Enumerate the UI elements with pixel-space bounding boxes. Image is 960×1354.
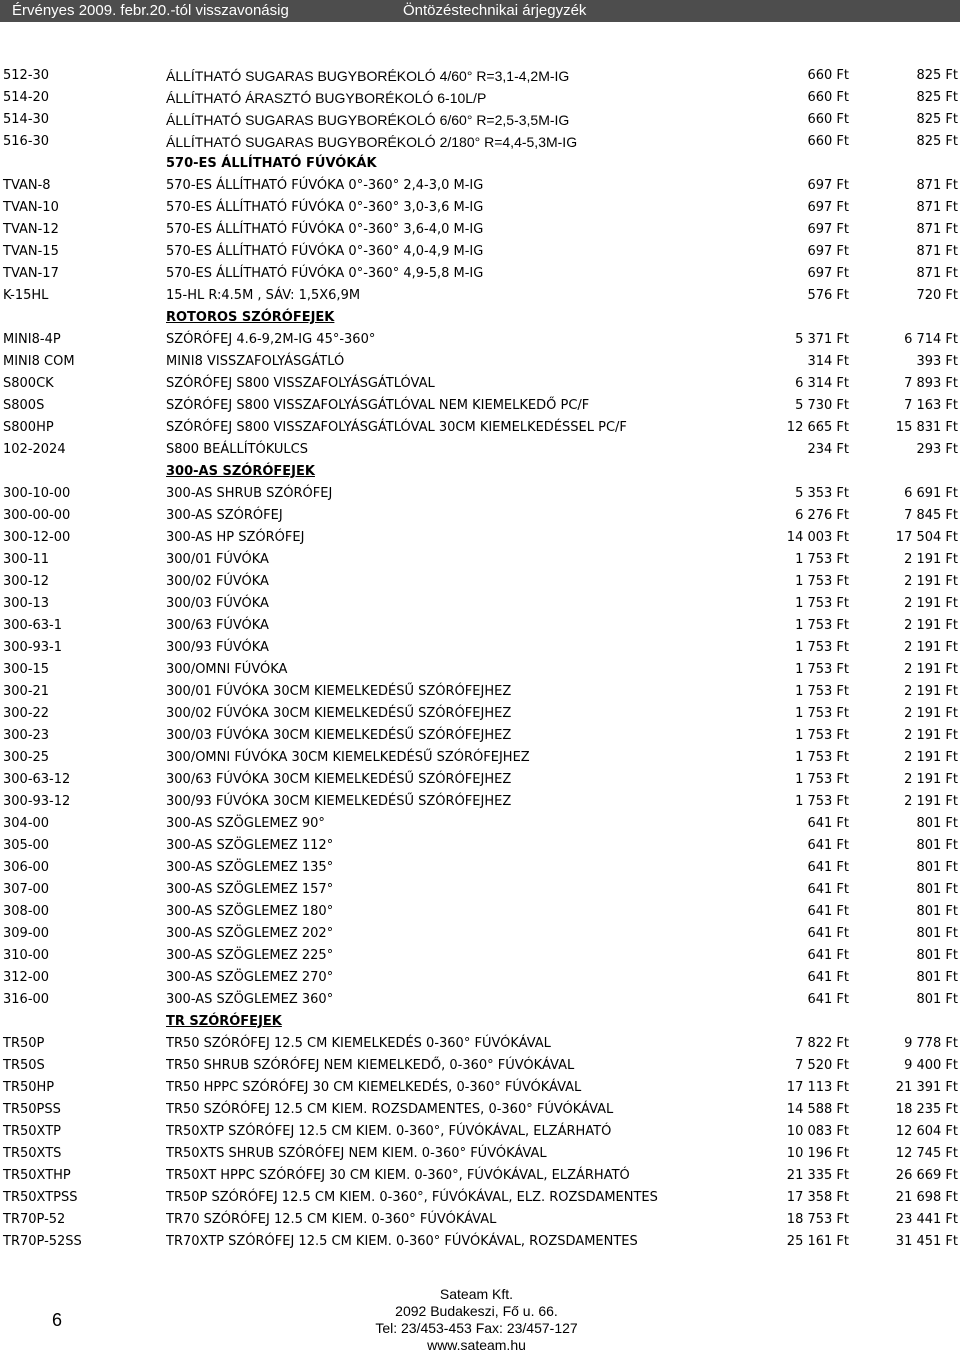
net-price: 5 730 Ft xyxy=(795,398,849,413)
page-header xyxy=(0,0,960,22)
product-description: MINI8 VISSZAFOLYÁSGÁTLÓ xyxy=(166,354,345,369)
product-description: 300/63 FÚVÓKA xyxy=(166,618,269,633)
product-description: SZÓRÓFEJ S800 VISSZAFOLYÁSGÁTLÓVAL NEM KIEMELKEDŐ PC/F xyxy=(166,398,590,413)
product-code: 514-30 xyxy=(3,112,50,127)
product-description: ÁLLÍTHATÓ ÁRASZTÓ BUGYBORÉKOLÓ 6-10L/P xyxy=(166,90,487,106)
price-row xyxy=(0,1209,960,1231)
product-description: 570-ES ÁLLÍTHATÓ FÚVÓKA 0°-360° 4,0-4,9 M-IG xyxy=(166,244,484,259)
price-row xyxy=(0,989,960,1011)
price-row xyxy=(0,439,960,461)
product-description: 300-AS SZÖGLEMEZ 90° xyxy=(166,816,325,831)
product-code: TR70P-52 xyxy=(3,1212,66,1227)
net-price: 12 665 Ft xyxy=(786,420,849,435)
product-code: MINI8-4P xyxy=(3,332,61,347)
net-price: 1 753 Ft xyxy=(795,618,849,633)
price-row xyxy=(0,945,960,967)
net-price: 1 753 Ft xyxy=(795,706,849,721)
product-code: 300-12 xyxy=(3,574,50,589)
product-description: TR50XTS SHRUB SZÓRÓFEJ NEM KIEM. 0-360° FÚVÓKÁVAL xyxy=(166,1146,547,1161)
net-price: 314 Ft xyxy=(807,354,849,369)
net-price: 641 Ft xyxy=(807,816,849,831)
price-row xyxy=(0,395,960,417)
price-row xyxy=(0,747,960,769)
gross-price: 801 Ft xyxy=(916,926,958,941)
product-code: 300-23 xyxy=(3,728,50,743)
net-price: 660 Ft xyxy=(807,134,849,149)
gross-price: 31 451 Ft xyxy=(895,1234,958,1249)
product-code: 300-93-12 xyxy=(3,794,71,809)
price-row xyxy=(0,175,960,197)
gross-price: 7 845 Ft xyxy=(904,508,958,523)
product-description: 300-AS SZÖGLEMEZ 180° xyxy=(166,904,334,919)
gross-price: 801 Ft xyxy=(916,816,958,831)
product-code: 102-2024 xyxy=(3,442,66,457)
gross-price: 7 893 Ft xyxy=(904,376,958,391)
net-price: 641 Ft xyxy=(807,926,849,941)
gross-price: 801 Ft xyxy=(916,904,958,919)
price-row xyxy=(0,637,960,659)
price-row xyxy=(0,1231,960,1253)
product-description: SZÓRÓFEJ S800 VISSZAFOLYÁSGÁTLÓVAL xyxy=(166,376,435,391)
product-description: 300/03 FÚVÓKA xyxy=(166,596,269,611)
section-spacer xyxy=(0,1011,166,1033)
gross-price: 15 831 Ft xyxy=(895,420,958,435)
gross-price: 801 Ft xyxy=(916,992,958,1007)
document-title: Öntözéstechnikai árjegyzék xyxy=(403,2,587,19)
product-description: TR50P SZÓRÓFEJ 12.5 CM KIEM. 0-360°, FÚVÓKÁVAL, ELZ. ROZSDAMENTES xyxy=(166,1190,658,1205)
gross-price: 9 400 Ft xyxy=(904,1058,958,1073)
gross-price: 393 Ft xyxy=(916,354,958,369)
net-price: 10 196 Ft xyxy=(786,1146,849,1161)
gross-price: 801 Ft xyxy=(916,948,958,963)
product-description: 300-AS SZÖGLEMEZ 157° xyxy=(166,882,334,897)
price-row xyxy=(0,1099,960,1121)
product-code: TVAN-17 xyxy=(3,266,59,281)
net-price: 25 161 Ft xyxy=(786,1234,849,1249)
gross-price: 801 Ft xyxy=(916,838,958,853)
product-description: 300/01 FÚVÓKA xyxy=(166,552,269,567)
price-row xyxy=(0,769,960,791)
product-description: 300-AS SZÖGLEMEZ 270° xyxy=(166,970,334,985)
product-code: TR50S xyxy=(3,1058,45,1073)
net-price: 17 113 Ft xyxy=(786,1080,849,1095)
product-code: 300-11 xyxy=(3,552,50,567)
price-row xyxy=(0,505,960,527)
net-price: 5 353 Ft xyxy=(795,486,849,501)
product-code: TR50P xyxy=(3,1036,45,1051)
gross-price: 2 191 Ft xyxy=(904,640,958,655)
price-row xyxy=(0,329,960,351)
gross-price: 7 163 Ft xyxy=(904,398,958,413)
net-price: 234 Ft xyxy=(807,442,849,457)
product-code: TR50XTP xyxy=(3,1124,61,1139)
gross-price: 2 191 Ft xyxy=(904,574,958,589)
net-price: 697 Ft xyxy=(807,178,849,193)
net-price: 660 Ft xyxy=(807,90,849,105)
product-description: SZÓRÓFEJ S800 VISSZAFOLYÁSGÁTLÓVAL 30CM KIEMELKEDÉSSEL PC/F xyxy=(166,420,627,435)
product-code: 316-00 xyxy=(3,992,50,1007)
product-description: 300-AS SZÖGLEMEZ 360° xyxy=(166,992,334,1007)
net-price: 7 520 Ft xyxy=(795,1058,849,1073)
product-code: 300-15 xyxy=(3,662,50,677)
product-description: 570-ES ÁLLÍTHATÓ FÚVÓKA 0°-360° 4,9-5,8 M-IG xyxy=(166,266,484,281)
gross-price: 21 391 Ft xyxy=(895,1080,958,1095)
price-row xyxy=(0,1077,960,1099)
price-row xyxy=(0,197,960,219)
price-row xyxy=(0,527,960,549)
product-description: 300-AS SHRUB SZÓRÓFEJ xyxy=(166,486,333,501)
product-description: TR50 SZÓRÓFEJ 12.5 CM KIEMELKEDÉS 0-360° FÚVÓKÁVAL xyxy=(166,1036,551,1051)
price-row xyxy=(0,857,960,879)
product-code: 300-10-00 xyxy=(3,486,71,501)
net-price: 641 Ft xyxy=(807,970,849,985)
page-number: 6 xyxy=(52,1310,63,1330)
net-price: 641 Ft xyxy=(807,992,849,1007)
net-price: 697 Ft xyxy=(807,266,849,281)
price-row xyxy=(0,241,960,263)
product-description: TR50XTP SZÓRÓFEJ 12.5 CM KIEM. 0-360°, FÚVÓKÁVAL, ELZÁRHATÓ xyxy=(166,1124,612,1139)
product-description: 15-HL R:4.5M , SÁV: 1,5X6,9M xyxy=(166,288,361,303)
price-row xyxy=(0,615,960,637)
product-description: 300/OMNI FÚVÓKA 30CM KIEMELKEDÉSŰ SZÓRÓFEJHEZ xyxy=(166,750,530,765)
product-code: 514-20 xyxy=(3,90,50,105)
product-code: TVAN-8 xyxy=(3,178,51,193)
price-row xyxy=(0,65,960,87)
price-row xyxy=(0,1143,960,1165)
net-price: 1 753 Ft xyxy=(795,574,849,589)
net-price: 7 822 Ft xyxy=(795,1036,849,1051)
product-description: 300-AS SZÓRÓFEJ xyxy=(166,508,283,523)
net-price: 5 371 Ft xyxy=(795,332,849,347)
net-price: 21 335 Ft xyxy=(786,1168,849,1183)
product-code: MINI8 COM xyxy=(3,354,75,369)
product-description: 300-AS HP SZÓRÓFEJ xyxy=(166,530,305,545)
net-price: 1 753 Ft xyxy=(795,662,849,677)
product-code: 300-93-1 xyxy=(3,640,63,655)
gross-price: 825 Ft xyxy=(916,134,958,149)
price-row xyxy=(0,791,960,813)
gross-price: 6 691 Ft xyxy=(904,486,958,501)
price-row xyxy=(0,87,960,109)
product-description: TR50 SZÓRÓFEJ 12.5 CM KIEM. ROZSDAMENTES, 0-360° FÚVÓKÁVAL xyxy=(166,1102,614,1117)
gross-price: 21 698 Ft xyxy=(895,1190,958,1205)
price-row xyxy=(0,813,960,835)
gross-price: 2 191 Ft xyxy=(904,684,958,699)
net-price: 641 Ft xyxy=(807,948,849,963)
product-description: 300/93 FÚVÓKA xyxy=(166,640,269,655)
net-price: 10 083 Ft xyxy=(786,1124,849,1139)
product-code: TR50PSS xyxy=(3,1102,61,1117)
section-heading: ROTOROS SZÓRÓFEJEK xyxy=(166,310,335,325)
product-code: 300-13 xyxy=(3,596,50,611)
gross-price: 871 Ft xyxy=(916,266,958,281)
net-price: 641 Ft xyxy=(807,838,849,853)
price-row xyxy=(0,1033,960,1055)
product-code: S800S xyxy=(3,398,45,413)
product-code: 512-30 xyxy=(3,68,50,83)
net-price: 1 753 Ft xyxy=(795,596,849,611)
gross-price: 17 504 Ft xyxy=(895,530,958,545)
validity-notice: Érvényes 2009. febr.20.-tól visszavonásig xyxy=(12,2,289,19)
price-row xyxy=(0,659,960,681)
gross-price: 2 191 Ft xyxy=(904,772,958,787)
product-description: TR50XT HPPC SZÓRÓFEJ 30 CM KIEM. 0-360°, FÚVÓKÁVAL, ELZÁRHATÓ xyxy=(166,1168,630,1183)
net-price: 1 753 Ft xyxy=(795,640,849,655)
product-description: 300/01 FÚVÓKA 30CM KIEMELKEDÉSŰ SZÓRÓFEJHEZ xyxy=(166,684,512,699)
product-description: 300-AS SZÖGLEMEZ 202° xyxy=(166,926,334,941)
price-row xyxy=(0,901,960,923)
gross-price: 9 778 Ft xyxy=(904,1036,958,1051)
section-spacer xyxy=(0,153,166,175)
product-description: 300/OMNI FÚVÓKA xyxy=(166,662,288,677)
price-row xyxy=(0,1187,960,1209)
gross-price: 18 235 Ft xyxy=(895,1102,958,1117)
product-description: TR50 HPPC SZÓRÓFEJ 30 CM KIEMELKEDÉS, 0-360° FÚVÓKÁVAL xyxy=(166,1080,582,1095)
section-heading: TR SZÓRÓFEJEK xyxy=(166,1014,282,1029)
net-price: 1 753 Ft xyxy=(795,794,849,809)
gross-price: 2 191 Ft xyxy=(904,794,958,809)
section-spacer xyxy=(0,461,166,483)
product-code: 300-25 xyxy=(3,750,50,765)
gross-price: 2 191 Ft xyxy=(904,618,958,633)
gross-price: 825 Ft xyxy=(916,90,958,105)
product-code: 300-21 xyxy=(3,684,50,699)
gross-price: 2 191 Ft xyxy=(904,706,958,721)
price-list-body xyxy=(0,65,960,1253)
product-description: TR50 SHRUB SZÓRÓFEJ NEM KIEMELKEDŐ, 0-360° FÚVÓKÁVAL xyxy=(166,1058,575,1073)
product-code: TVAN-15 xyxy=(3,244,59,259)
product-description: 300/02 FÚVÓKA 30CM KIEMELKEDÉSŰ SZÓRÓFEJHEZ xyxy=(166,706,512,721)
price-row xyxy=(0,351,960,373)
price-row xyxy=(0,967,960,989)
product-description: TR70XTP SZÓRÓFEJ 12.5 CM KIEM. 0-360° FÚVÓKÁVAL, ROZSDAMENTES xyxy=(166,1234,638,1249)
company-contact: Tel: 23/453-453 Fax: 23/457-127 xyxy=(375,1320,578,1336)
product-code: K-15HL xyxy=(3,288,49,303)
gross-price: 801 Ft xyxy=(916,882,958,897)
net-price: 1 753 Ft xyxy=(795,772,849,787)
product-code: 310-00 xyxy=(3,948,50,963)
gross-price: 2 191 Ft xyxy=(904,750,958,765)
net-price: 14 003 Ft xyxy=(786,530,849,545)
net-price: 697 Ft xyxy=(807,222,849,237)
net-price: 18 753 Ft xyxy=(786,1212,849,1227)
section-heading-row xyxy=(0,153,960,175)
section-heading: 300-AS SZÓRÓFEJEK xyxy=(166,464,315,479)
price-row xyxy=(0,593,960,615)
net-price: 14 588 Ft xyxy=(786,1102,849,1117)
gross-price: 801 Ft xyxy=(916,860,958,875)
gross-price: 720 Ft xyxy=(916,288,958,303)
gross-price: 12 604 Ft xyxy=(895,1124,958,1139)
product-description: 570-ES ÁLLÍTHATÓ FÚVÓKA 0°-360° 3,6-4,0 M-IG xyxy=(166,222,484,237)
product-description: 300-AS SZÖGLEMEZ 112° xyxy=(166,838,334,853)
product-description: 300/02 FÚVÓKA xyxy=(166,574,269,589)
net-price: 660 Ft xyxy=(807,68,849,83)
price-row xyxy=(0,681,960,703)
gross-price: 871 Ft xyxy=(916,178,958,193)
product-code: 305-00 xyxy=(3,838,50,853)
price-row xyxy=(0,923,960,945)
product-description: TR70 SZÓRÓFEJ 12.5 CM KIEM. 0-360° FÚVÓKÁVAL xyxy=(166,1212,497,1227)
gross-price: 2 191 Ft xyxy=(904,596,958,611)
price-row xyxy=(0,131,960,153)
product-description: 300-AS SZÖGLEMEZ 225° xyxy=(166,948,334,963)
product-description: S800 BEÁLLÍTÓKULCS xyxy=(166,442,308,457)
product-code: 516-30 xyxy=(3,134,50,149)
gross-price: 871 Ft xyxy=(916,222,958,237)
section-heading-row xyxy=(0,1011,960,1033)
product-code: S800HP xyxy=(3,420,54,435)
gross-price: 825 Ft xyxy=(916,68,958,83)
gross-price: 12 745 Ft xyxy=(895,1146,958,1161)
price-row xyxy=(0,725,960,747)
product-code: TR50XTPSS xyxy=(3,1190,78,1205)
gross-price: 2 191 Ft xyxy=(904,552,958,567)
net-price: 1 753 Ft xyxy=(795,684,849,699)
section-heading-row xyxy=(0,307,960,329)
gross-price: 6 714 Ft xyxy=(904,332,958,347)
gross-price: 293 Ft xyxy=(916,442,958,457)
product-description: 570-ES ÁLLÍTHATÓ FÚVÓKA 0°-360° 2,4-3,0 M-IG xyxy=(166,178,484,193)
product-code: TVAN-12 xyxy=(3,222,59,237)
product-code: 300-63-12 xyxy=(3,772,71,787)
price-row xyxy=(0,879,960,901)
net-price: 17 358 Ft xyxy=(786,1190,849,1205)
product-description: ÁLLÍTHATÓ SUGARAS BUGYBORÉKOLÓ 4/60° R=3,1-4,2M-IG xyxy=(166,68,570,84)
net-price: 6 276 Ft xyxy=(795,508,849,523)
net-price: 697 Ft xyxy=(807,200,849,215)
gross-price: 801 Ft xyxy=(916,970,958,985)
product-code: 300-00-00 xyxy=(3,508,71,523)
price-row xyxy=(0,1055,960,1077)
section-spacer xyxy=(0,307,166,329)
net-price: 1 753 Ft xyxy=(795,750,849,765)
product-code: 309-00 xyxy=(3,926,50,941)
product-code: S800CK xyxy=(3,376,54,391)
net-price: 697 Ft xyxy=(807,244,849,259)
product-code: 300-22 xyxy=(3,706,50,721)
net-price: 641 Ft xyxy=(807,882,849,897)
product-code: TR50XTHP xyxy=(3,1168,71,1183)
net-price: 641 Ft xyxy=(807,860,849,875)
product-description: 300/63 FÚVÓKA 30CM KIEMELKEDÉSŰ SZÓRÓFEJHEZ xyxy=(166,772,512,787)
company-address: 2092 Budakeszi, Fő u. 66. xyxy=(395,1303,558,1319)
product-code: 312-00 xyxy=(3,970,50,985)
gross-price: 23 441 Ft xyxy=(895,1212,958,1227)
product-description: 300/93 FÚVÓKA 30CM KIEMELKEDÉSŰ SZÓRÓFEJHEZ xyxy=(166,794,512,809)
gross-price: 26 669 Ft xyxy=(895,1168,958,1183)
net-price: 660 Ft xyxy=(807,112,849,127)
price-row xyxy=(0,285,960,307)
product-description: ÁLLÍTHATÓ SUGARAS BUGYBORÉKOLÓ 2/180° R=4,4-5,3M-IG xyxy=(166,134,578,150)
price-row xyxy=(0,835,960,857)
net-price: 1 753 Ft xyxy=(795,728,849,743)
section-heading: 570-ES ÁLLÍTHATÓ FÚVÓKÁK xyxy=(166,156,377,171)
gross-price: 2 191 Ft xyxy=(904,662,958,677)
price-row xyxy=(0,219,960,241)
company-footer xyxy=(0,1286,960,1354)
price-row xyxy=(0,571,960,593)
price-row xyxy=(0,549,960,571)
gross-price: 871 Ft xyxy=(916,200,958,215)
company-name: Sateam Kft. xyxy=(439,1286,514,1302)
price-row xyxy=(0,1121,960,1143)
price-row xyxy=(0,483,960,505)
price-list-table xyxy=(0,65,960,1253)
gross-price: 825 Ft xyxy=(916,112,958,127)
price-row xyxy=(0,263,960,285)
net-price: 576 Ft xyxy=(807,288,849,303)
net-price: 641 Ft xyxy=(807,904,849,919)
product-code: 300-12-00 xyxy=(3,530,71,545)
product-description: 300-AS SZÖGLEMEZ 135° xyxy=(166,860,334,875)
gross-price: 2 191 Ft xyxy=(904,728,958,743)
price-row xyxy=(0,417,960,439)
product-code: 304-00 xyxy=(3,816,50,831)
product-code: TVAN-10 xyxy=(3,200,59,215)
section-heading-row xyxy=(0,461,960,483)
product-code: TR50HP xyxy=(3,1080,55,1095)
net-price: 1 753 Ft xyxy=(795,552,849,567)
product-code: 307-00 xyxy=(3,882,50,897)
product-description: 300/03 FÚVÓKA 30CM KIEMELKEDÉSŰ SZÓRÓFEJHEZ xyxy=(166,728,512,743)
price-row xyxy=(0,1165,960,1187)
product-code: 308-00 xyxy=(3,904,50,919)
net-price: 6 314 Ft xyxy=(795,376,849,391)
product-code: 300-63-1 xyxy=(3,618,63,633)
price-row xyxy=(0,703,960,725)
price-row xyxy=(0,109,960,131)
product-description: SZÓRÓFEJ 4.6-9,2M-IG 45°-360° xyxy=(166,332,376,347)
product-code: TR70P-52SS xyxy=(3,1234,82,1249)
price-row xyxy=(0,373,960,395)
gross-price: 871 Ft xyxy=(916,244,958,259)
product-code: TR50XTS xyxy=(3,1146,62,1161)
product-code: 306-00 xyxy=(3,860,50,875)
product-description: ÁLLÍTHATÓ SUGARAS BUGYBORÉKOLÓ 6/60° R=2,5-3,5M-IG xyxy=(166,112,570,128)
product-description: 570-ES ÁLLÍTHATÓ FÚVÓKA 0°-360° 3,0-3,6 M-IG xyxy=(166,200,484,215)
company-website: www.sateam.hu xyxy=(427,1337,526,1353)
